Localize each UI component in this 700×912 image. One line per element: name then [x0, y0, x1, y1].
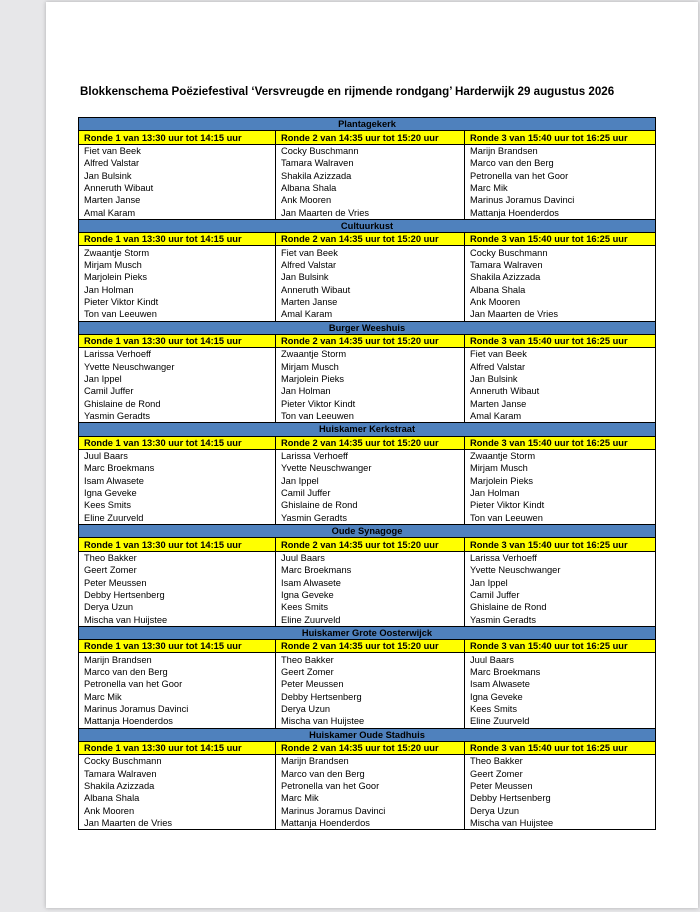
poet-name-round-3: Jan Bulsink	[465, 373, 656, 385]
poet-name-round-2: Igna Geveke	[276, 589, 465, 601]
round-header-3: Ronde 3 van 15:40 uur tot 16:25 uur	[465, 640, 656, 653]
table-row	[79, 361, 656, 373]
poet-name-round-3: Shakila Azizzada	[465, 271, 656, 283]
poet-name-round-2: Anneruth Wibaut	[276, 283, 465, 295]
poet-name-round-1: Alfred Valstar	[79, 157, 276, 169]
poet-name-round-2: Eline Zuurveld	[276, 613, 465, 626]
poet-name-round-2: Yvette Neuschwanger	[276, 462, 465, 474]
poet-name-round-1: Marinus Joramus Davinci	[79, 703, 276, 715]
table-row	[79, 348, 656, 361]
round-header-2: Ronde 2 van 14:35 uur tot 15:20 uur	[276, 741, 465, 754]
table-row	[79, 805, 656, 817]
round-header-row	[79, 741, 656, 754]
poet-name-round-3: Marc Broekmans	[465, 666, 656, 678]
table-row	[79, 308, 656, 321]
table-row	[79, 755, 656, 768]
table-row	[79, 601, 656, 613]
poet-name-round-3: Jan Maarten de Vries	[465, 308, 656, 321]
poet-name-round-3: Camil Juffer	[465, 589, 656, 601]
round-header-row	[79, 538, 656, 551]
round-header-row	[79, 233, 656, 246]
round-header-2: Ronde 2 van 14:35 uur tot 15:20 uur	[276, 131, 465, 144]
table-row	[79, 512, 656, 525]
poet-name-round-2: Marco van den Berg	[276, 768, 465, 780]
poet-name-round-3: Jan Holman	[465, 487, 656, 499]
poet-name-round-3: Larissa Verhoeff	[465, 551, 656, 564]
round-header-row	[79, 436, 656, 449]
poet-name-round-1: Larissa Verhoeff	[79, 348, 276, 361]
poet-name-round-2: Camil Juffer	[276, 487, 465, 499]
poet-name-round-3: Geert Zomer	[465, 768, 656, 780]
poet-name-round-3: Zwaantje Storm	[465, 449, 656, 462]
schedule-table	[78, 117, 656, 830]
table-row	[79, 551, 656, 564]
poet-name-round-2: Jan Holman	[276, 385, 465, 397]
poet-name-round-2: Ton van Leeuwen	[276, 410, 465, 423]
round-header-2: Ronde 2 van 14:35 uur tot 15:20 uur	[276, 538, 465, 551]
poet-name-round-3: Mischa van Huijstee	[465, 817, 656, 830]
round-header-3: Ronde 3 van 15:40 uur tot 16:25 uur	[465, 233, 656, 246]
poet-name-round-2: Jan Maarten de Vries	[276, 206, 465, 219]
poet-name-round-2: Ank Mooren	[276, 194, 465, 206]
poet-name-round-1: Eline Zuurveld	[79, 512, 276, 525]
table-row	[79, 475, 656, 487]
poet-name-round-3: Tamara Walraven	[465, 259, 656, 271]
poet-name-round-1: Peter Meussen	[79, 576, 276, 588]
poet-name-round-1: Pieter Viktor Kindt	[79, 296, 276, 308]
poet-name-round-2: Jan Bulsink	[276, 271, 465, 283]
table-row	[79, 499, 656, 511]
poet-name-round-3: Marijn Brandsen	[465, 144, 656, 157]
poet-name-round-3: Amal Karam	[465, 410, 656, 423]
table-row	[79, 678, 656, 690]
poet-name-round-2: Kees Smits	[276, 601, 465, 613]
poet-name-round-1: Amal Karam	[79, 206, 276, 219]
poet-name-round-1: Jan Maarten de Vries	[79, 817, 276, 830]
table-row	[79, 768, 656, 780]
location-name: Huiskamer Grote Oosterwijck	[79, 626, 656, 639]
poet-name-round-2: Marten Janse	[276, 296, 465, 308]
poet-name-round-1: Yasmin Geradts	[79, 410, 276, 423]
poet-name-round-3: Marten Janse	[465, 398, 656, 410]
round-header-3: Ronde 3 van 15:40 uur tot 16:25 uur	[465, 131, 656, 144]
poet-name-round-3: Albana Shala	[465, 283, 656, 295]
round-header-3: Ronde 3 van 15:40 uur tot 16:25 uur	[465, 538, 656, 551]
poet-name-round-2: Peter Meussen	[276, 678, 465, 690]
poet-name-round-3: Ghislaine de Rond	[465, 601, 656, 613]
poet-name-round-1: Fiet van Beek	[79, 144, 276, 157]
round-header-1: Ronde 1 van 13:30 uur tot 14:15 uur	[79, 131, 276, 144]
round-header-row	[79, 131, 656, 144]
poet-name-round-2: Isam Alwasete	[276, 576, 465, 588]
poet-name-round-2: Marc Mik	[276, 792, 465, 804]
poet-name-round-3: Cocky Buschmann	[465, 246, 656, 259]
poet-name-round-2: Ghislaine de Rond	[276, 499, 465, 511]
poet-name-round-2: Marjolein Pieks	[276, 373, 465, 385]
table-row	[79, 690, 656, 702]
round-header-2: Ronde 2 van 14:35 uur tot 15:20 uur	[276, 640, 465, 653]
poet-name-round-3: Eline Zuurveld	[465, 715, 656, 728]
document-title: Blokkenschema Poëziefestival ‘Versvreugde en rijmende rondgang’ Harderwijk 29 augustus 2026	[80, 85, 615, 98]
round-header-1: Ronde 1 van 13:30 uur tot 14:15 uur	[79, 334, 276, 347]
poet-name-round-1: Marjolein Pieks	[79, 271, 276, 283]
location-header-row	[79, 525, 656, 538]
poet-name-round-2: Fiet van Beek	[276, 246, 465, 259]
poet-name-round-1: Zwaantje Storm	[79, 246, 276, 259]
poet-name-round-1: Yvette Neuschwanger	[79, 361, 276, 373]
poet-name-round-3: Juul Baars	[465, 653, 656, 666]
document-page	[46, 2, 698, 908]
poet-name-round-1: Petronella van het Goor	[79, 678, 276, 690]
round-header-row	[79, 640, 656, 653]
round-header-3: Ronde 3 van 15:40 uur tot 16:25 uur	[465, 334, 656, 347]
poet-name-round-1: Kees Smits	[79, 499, 276, 511]
poet-name-round-3: Marinus Joramus Davinci	[465, 194, 656, 206]
poet-name-round-1: Camil Juffer	[79, 385, 276, 397]
location-header-row	[79, 423, 656, 436]
poet-name-round-1: Mischa van Huijstee	[79, 613, 276, 626]
round-header-1: Ronde 1 van 13:30 uur tot 14:15 uur	[79, 640, 276, 653]
poet-name-round-3: Marco van den Berg	[465, 157, 656, 169]
poet-name-round-2: Mattanja Hoenderdos	[276, 817, 465, 830]
poet-name-round-2: Yasmin Geradts	[276, 512, 465, 525]
poet-name-round-1: Ghislaine de Rond	[79, 398, 276, 410]
round-header-3: Ronde 3 van 15:40 uur tot 16:25 uur	[465, 741, 656, 754]
location-header-row	[79, 728, 656, 741]
poet-name-round-2: Juul Baars	[276, 551, 465, 564]
round-header-3: Ronde 3 van 15:40 uur tot 16:25 uur	[465, 436, 656, 449]
poet-name-round-2: Larissa Verhoeff	[276, 449, 465, 462]
poet-name-round-2: Marc Broekmans	[276, 564, 465, 576]
table-row	[79, 246, 656, 259]
poet-name-round-2: Amal Karam	[276, 308, 465, 321]
location-header-row	[79, 219, 656, 232]
round-header-2: Ronde 2 van 14:35 uur tot 15:20 uur	[276, 334, 465, 347]
table-row	[79, 653, 656, 666]
location-name: Huiskamer Oude Stadhuis	[79, 728, 656, 741]
poet-name-round-1: Cocky Buschmann	[79, 755, 276, 768]
location-name: Cultuurkust	[79, 219, 656, 232]
poet-name-round-3: Yasmin Geradts	[465, 613, 656, 626]
poet-name-round-1: Marijn Brandsen	[79, 653, 276, 666]
table-row	[79, 589, 656, 601]
poet-name-round-1: Ton van Leeuwen	[79, 308, 276, 321]
poet-name-round-2: Mischa van Huijstee	[276, 715, 465, 728]
poet-name-round-2: Petronella van het Goor	[276, 780, 465, 792]
poet-name-round-2: Zwaantje Storm	[276, 348, 465, 361]
poet-name-round-3: Fiet van Beek	[465, 348, 656, 361]
round-header-1: Ronde 1 van 13:30 uur tot 14:15 uur	[79, 538, 276, 551]
table-row	[79, 169, 656, 181]
location-name: Plantagekerk	[79, 118, 656, 131]
poet-name-round-1: Mattanja Hoenderdos	[79, 715, 276, 728]
table-row	[79, 259, 656, 271]
poet-name-round-1: Isam Alwasete	[79, 475, 276, 487]
poet-name-round-1: Theo Bakker	[79, 551, 276, 564]
location-name: Huiskamer Kerkstraat	[79, 423, 656, 436]
poet-name-round-1: Jan Bulsink	[79, 169, 276, 181]
poet-name-round-1: Mirjam Musch	[79, 259, 276, 271]
poet-name-round-1: Debby Hertsenberg	[79, 589, 276, 601]
table-row	[79, 144, 656, 157]
table-row	[79, 462, 656, 474]
table-row	[79, 194, 656, 206]
poet-name-round-1: Marten Janse	[79, 194, 276, 206]
round-header-1: Ronde 1 van 13:30 uur tot 14:15 uur	[79, 436, 276, 449]
poet-name-round-3: Marc Mik	[465, 182, 656, 194]
poet-name-round-2: Cocky Buschmann	[276, 144, 465, 157]
poet-name-round-2: Marinus Joramus Davinci	[276, 805, 465, 817]
poet-name-round-1: Shakila Azizzada	[79, 780, 276, 792]
poet-name-round-2: Debby Hertsenberg	[276, 690, 465, 702]
poet-name-round-1: Marc Mik	[79, 690, 276, 702]
poet-name-round-3: Igna Geveke	[465, 690, 656, 702]
table-row	[79, 576, 656, 588]
table-row	[79, 296, 656, 308]
poet-name-round-3: Mirjam Musch	[465, 462, 656, 474]
table-row	[79, 780, 656, 792]
poet-name-round-3: Debby Hertsenberg	[465, 792, 656, 804]
table-row	[79, 398, 656, 410]
poet-name-round-2: Albana Shala	[276, 182, 465, 194]
poet-name-round-1: Jan Ippel	[79, 373, 276, 385]
poet-name-round-3: Marjolein Pieks	[465, 475, 656, 487]
poet-name-round-3: Peter Meussen	[465, 780, 656, 792]
poet-name-round-2: Pieter Viktor Kindt	[276, 398, 465, 410]
table-row	[79, 182, 656, 194]
table-row	[79, 703, 656, 715]
round-header-1: Ronde 1 van 13:30 uur tot 14:15 uur	[79, 741, 276, 754]
poet-name-round-1: Marco van den Berg	[79, 666, 276, 678]
table-row	[79, 817, 656, 830]
table-row	[79, 385, 656, 397]
poet-name-round-3: Isam Alwasete	[465, 678, 656, 690]
table-row	[79, 666, 656, 678]
poet-name-round-1: Ank Mooren	[79, 805, 276, 817]
round-header-row	[79, 334, 656, 347]
poet-name-round-2: Tamara Walraven	[276, 157, 465, 169]
poet-name-round-3: Anneruth Wibaut	[465, 385, 656, 397]
round-header-2: Ronde 2 van 14:35 uur tot 15:20 uur	[276, 233, 465, 246]
round-header-2: Ronde 2 van 14:35 uur tot 15:20 uur	[276, 436, 465, 449]
poet-name-round-3: Petronella van het Goor	[465, 169, 656, 181]
table-row	[79, 487, 656, 499]
poet-name-round-1: Tamara Walraven	[79, 768, 276, 780]
poet-name-round-2: Mirjam Musch	[276, 361, 465, 373]
poet-name-round-3: Ank Mooren	[465, 296, 656, 308]
poet-name-round-3: Pieter Viktor Kindt	[465, 499, 656, 511]
location-name: Burger Weeshuis	[79, 321, 656, 334]
poet-name-round-3: Ton van Leeuwen	[465, 512, 656, 525]
table-row	[79, 410, 656, 423]
table-row	[79, 715, 656, 728]
table-row	[79, 206, 656, 219]
poet-name-round-3: Derya Uzun	[465, 805, 656, 817]
table-row	[79, 613, 656, 626]
poet-name-round-1: Geert Zomer	[79, 564, 276, 576]
poet-name-round-2: Alfred Valstar	[276, 259, 465, 271]
table-row	[79, 157, 656, 169]
poet-name-round-2: Theo Bakker	[276, 653, 465, 666]
poet-name-round-1: Anneruth Wibaut	[79, 182, 276, 194]
table-row	[79, 283, 656, 295]
location-header-row	[79, 626, 656, 639]
poet-name-round-3: Mattanja Hoenderdos	[465, 206, 656, 219]
poet-name-round-1: Jan Holman	[79, 283, 276, 295]
schedule-body	[79, 118, 656, 830]
round-header-1: Ronde 1 van 13:30 uur tot 14:15 uur	[79, 233, 276, 246]
poet-name-round-3: Alfred Valstar	[465, 361, 656, 373]
poet-name-round-3: Theo Bakker	[465, 755, 656, 768]
table-row	[79, 792, 656, 804]
poet-name-round-2: Derya Uzun	[276, 703, 465, 715]
poet-name-round-2: Marijn Brandsen	[276, 755, 465, 768]
table-row	[79, 564, 656, 576]
poet-name-round-3: Yvette Neuschwanger	[465, 564, 656, 576]
poet-name-round-1: Derya Uzun	[79, 601, 276, 613]
table-row	[79, 449, 656, 462]
poet-name-round-2: Shakila Azizzada	[276, 169, 465, 181]
poet-name-round-2: Jan Ippel	[276, 475, 465, 487]
location-name: Oude Synagoge	[79, 525, 656, 538]
poet-name-round-2: Geert Zomer	[276, 666, 465, 678]
poet-name-round-1: Albana Shala	[79, 792, 276, 804]
table-row	[79, 373, 656, 385]
poet-name-round-3: Jan Ippel	[465, 576, 656, 588]
poet-name-round-1: Juul Baars	[79, 449, 276, 462]
location-header-row	[79, 321, 656, 334]
poet-name-round-3: Kees Smits	[465, 703, 656, 715]
table-row	[79, 271, 656, 283]
location-header-row	[79, 118, 656, 131]
poet-name-round-1: Marc Broekmans	[79, 462, 276, 474]
poet-name-round-1: Igna Geveke	[79, 487, 276, 499]
